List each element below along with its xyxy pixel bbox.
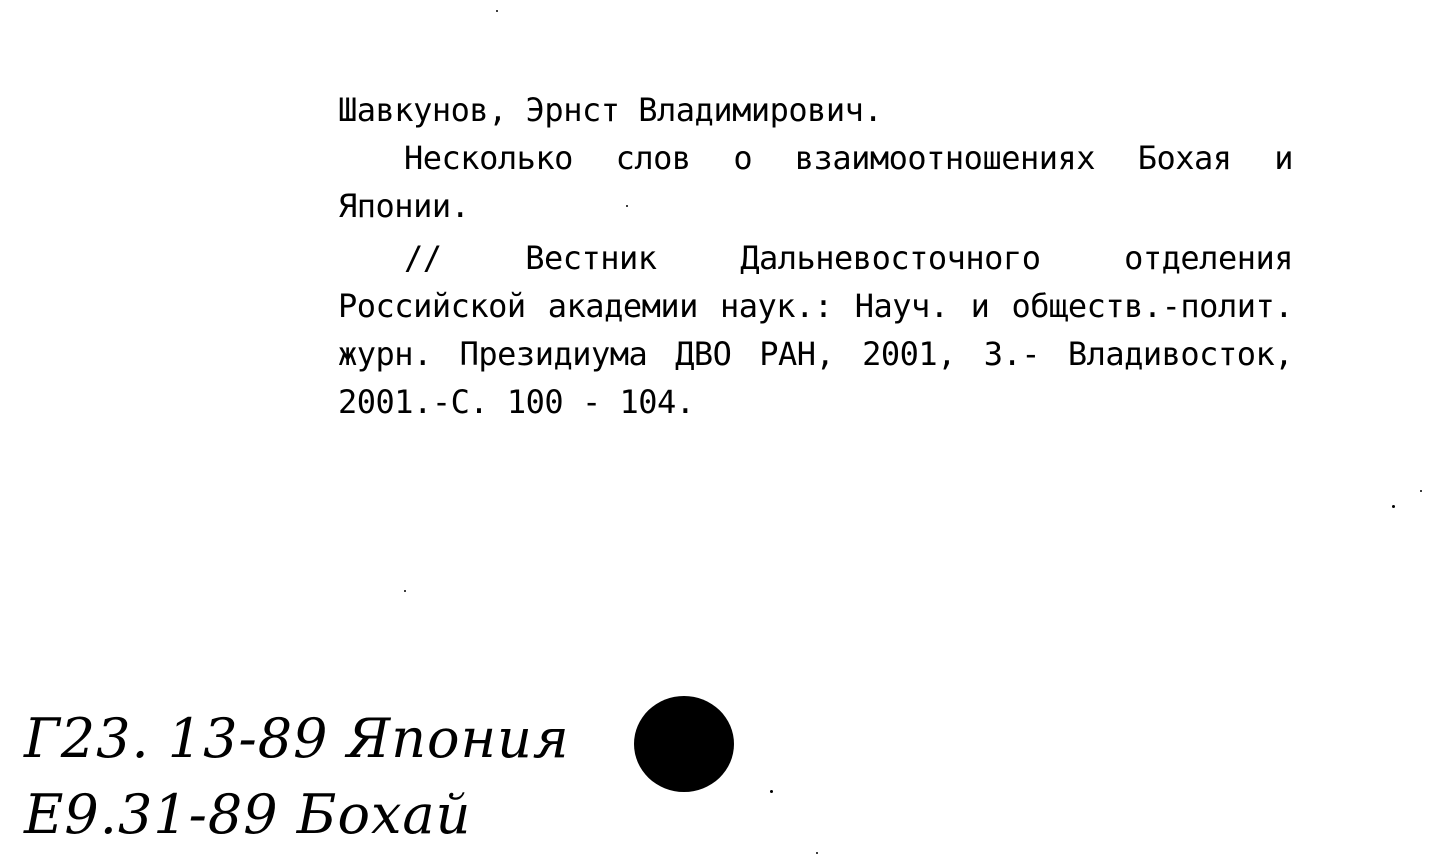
scan-speck xyxy=(816,852,818,854)
title-line: Несколько слов о взаимоотношениях Бохая и Японии. xyxy=(338,139,1293,225)
scan-speck xyxy=(1392,505,1395,508)
scan-speck xyxy=(1420,490,1422,492)
scan-speck xyxy=(770,790,773,793)
scan-speck xyxy=(496,10,498,12)
handwritten-classification-japan: Г23. 13-89 Япония xyxy=(24,707,570,770)
author-line: Шавкунов, Эрнст Владимирович. xyxy=(338,91,883,129)
scan-speck xyxy=(404,590,406,592)
bibliographic-record xyxy=(338,86,1293,426)
handwritten-classification-bohai: Е9.31-89 Бохай xyxy=(24,783,472,846)
source-citation: // Вестник Дальневосточного отделения Российской академии наук.: Науч. и обществ.-полит. журн. Президиума ДВО РАН, 2001, 3.- Владивосток, 2001.-С. 100 - 104. xyxy=(338,239,1293,421)
punch-hole xyxy=(634,696,734,792)
scan-speck xyxy=(626,205,628,207)
